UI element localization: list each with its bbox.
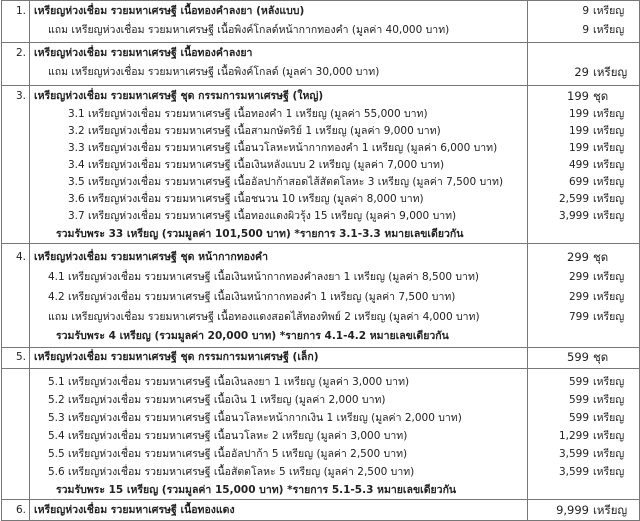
- qty-value: 199: [568, 142, 589, 154]
- qty-value: 199: [568, 108, 589, 120]
- qty-value: 9: [582, 24, 589, 36]
- qty-unit: เหรียญ: [593, 394, 625, 406]
- item-number: 1.: [15, 5, 26, 17]
- qty-unit: เหรียญ: [593, 142, 625, 154]
- sub-item-line: 5.2 เหรียญห่วงเชื่อม รวยมหาเศรษฐี เนื้อเงิน 1 เหรียญ (มูลค่า 2,000 บาท): [48, 394, 386, 406]
- qty-value: 3,999: [558, 210, 589, 222]
- qty-unit: ชุด: [593, 250, 609, 264]
- qty-unit: เหรียญ: [593, 376, 625, 388]
- qty-unit: เหรียญ: [593, 430, 625, 442]
- qty-cell: [528, 307, 639, 327]
- item-title: เหรียญห่วงเชื่อม รวยมหาเศรษฐี เนื้อทองแดง: [34, 504, 235, 516]
- qty-cell: [528, 463, 639, 481]
- sub-item-line: 3.7 เหรียญห่วงเชื่อม รวยมหาเศรษฐี เนื้อทองแดงผิวรุ้ง 15 เหรียญ (มูลค่า 9,000 บาท): [68, 210, 457, 222]
- sub-item-line: 5.1 เหรียญห่วงเชื่อม รวยมหาเศรษฐี เนื้อเงินลงยา 1 เหรียญ (มูลค่า 3,000 บาท): [48, 376, 410, 388]
- qty-value: 299: [567, 250, 589, 264]
- qty-value: 199: [567, 89, 589, 103]
- qty-cell: [528, 106, 639, 123]
- qty-unit: ชุด: [593, 89, 609, 103]
- qty-cell: [528, 445, 639, 463]
- qty-cell: [528, 157, 639, 174]
- qty-unit: เหรียญ: [593, 5, 625, 17]
- item-title: เหรียญห่วงเชื่อม รวยมหาเศรษฐี ชุด กรรมการมหาเศรษฐี (เล็ก): [34, 351, 319, 363]
- item-title: เหรียญห่วงเชื่อม รวยมหาเศรษฐี เนื้อทองคำลงยา (หลังแบบ): [34, 5, 305, 17]
- item-title: เหรียญห่วงเชื่อม รวยมหาเศรษฐี ชุด หน้ากากทองคำ: [34, 251, 268, 263]
- qty-cell: [528, 140, 639, 157]
- qty-value: 599: [568, 412, 589, 424]
- sub-item-line: 5.5 เหรียญห่วงเชื่อม รวยมหาเศรษฐี เนื้ออัลปาก้า 5 เหรียญ (มูลค่า 2,500 บาท): [48, 448, 408, 460]
- qty-cell: [528, 409, 639, 427]
- section-summary: รวมรับพระ 4 เหรียญ (รวมมูลค่า 20,000 บาท) *รายการ 4.1-4.2 หมายเลขเดียวกัน: [56, 330, 449, 342]
- qty-value: 29: [574, 65, 589, 79]
- qty-unit: [589, 44, 633, 63]
- sub-item-line: 4.2 เหรียญห่วงเชื่อม รวยมหาเศรษฐี เนื้อเงินหน้ากากทองคำ 1 เหรียญ (มูลค่า 7,500 บาท): [48, 291, 456, 303]
- qty-cell: [528, 248, 639, 267]
- qty-value: 299: [568, 291, 589, 303]
- qty-cell: [528, 287, 639, 307]
- qty-unit: เหรียญ: [593, 176, 625, 188]
- qty-value: 499: [568, 159, 589, 171]
- qty-value: 199: [568, 125, 589, 137]
- item-number: 6.: [15, 504, 26, 516]
- item-number: 2.: [15, 47, 26, 59]
- table-row-section-4: [2, 244, 640, 348]
- table-row-section-5: [2, 348, 640, 369]
- table-row-section-3: [2, 86, 640, 244]
- qty-unit: เหรียญ: [593, 159, 625, 171]
- sub-item-line: 4.1 เหรียญห่วงเชื่อม รวยมหาเศรษฐี เนื้อเงินหน้ากากทองคำลงยา 1 เหรียญ (มูลค่า 8,500 บาท): [48, 271, 479, 283]
- qty-unit: เหรียญ: [593, 193, 625, 205]
- qty-cell: [528, 2, 639, 21]
- qty-unit: เหรียญ: [593, 65, 628, 79]
- qty-value: 599: [568, 394, 589, 406]
- sub-item-line: 3.5 เหรียญห่วงเชื่อม รวยมหาเศรษฐี เนื้ออัลปาก้าสอดไส้สัตตโลหะ 3 เหรียญ (มูลค่า 7,500 บาท): [68, 176, 504, 188]
- qty-cell: [528, 348, 639, 367]
- item-title: เหรียญห่วงเชื่อม รวยมหาเศรษฐี ชุด กรรมการมหาเศรษฐี (ใหญ่): [34, 90, 324, 102]
- sub-item-line: 3.6 เหรียญห่วงเชื่อม รวยมหาเศรษฐี เนื้อชนวน 10 เหรียญ (มูลค่า 8,000 บาท): [68, 193, 424, 205]
- section-summary: รวมรับพระ 33 เหรียญ (รวมมูลค่า 101,500 บาท) *รายการ 3.1-3.3 หมายเลขเดียวกัน: [56, 228, 464, 240]
- qty-cell: [528, 208, 639, 225]
- qty-value: 299: [568, 271, 589, 283]
- qty-unit: เหรียญ: [593, 24, 625, 36]
- item-number: 3.: [15, 90, 26, 102]
- qty-value: 699: [568, 176, 589, 188]
- qty-value: 599: [567, 350, 589, 364]
- table-row-section-1: [2, 1, 640, 43]
- qty-value: 3,599: [558, 448, 589, 460]
- qty-value: 3,599: [558, 466, 589, 478]
- qty-cell: [528, 267, 639, 287]
- qty-unit: เหรียญ: [593, 125, 625, 137]
- qty-unit: เหรียญ: [593, 271, 625, 283]
- qty-cell: [528, 501, 639, 520]
- sub-item-line: 3.1 เหรียญห่วงเชื่อม รวยมหาเศรษฐี เนื้อทองคำ 1 เหรียญ (มูลค่า 55,000 บาท): [68, 108, 428, 120]
- table-row-section-2: [2, 43, 640, 86]
- qty-unit: เหรียญ: [593, 466, 625, 478]
- qty-value: 599: [568, 376, 589, 388]
- qty-unit: ชุด: [593, 350, 609, 364]
- qty-unit: เหรียญ: [593, 291, 625, 303]
- qty-cell: [528, 391, 639, 409]
- item-number: 5.: [15, 351, 26, 363]
- item-number: 4.: [15, 251, 26, 263]
- qty-unit: เหรียญ: [593, 503, 628, 517]
- table-row-section-6: [2, 500, 640, 521]
- qty-cell: [528, 191, 639, 208]
- item-title: เหรียญห่วงเชื่อม รวยมหาเศรษฐี เนื้อทองคำลงยา: [34, 47, 253, 59]
- sub-item-line: 3.4 เหรียญห่วงเชื่อม รวยมหาเศรษฐี เนื้อเงินหลังแบบ 2 เหรียญ (มูลค่า 7,000 บาท): [68, 159, 445, 171]
- item-number: [2, 369, 29, 388]
- qty-cell: [528, 174, 639, 191]
- sub-item-line: 3.3 เหรียญห่วงเชื่อม รวยมหาเศรษฐี เนื้อนวโลหะหน้ากากทองคำ 1 เหรียญ (มูลค่า 6,000 บาท): [68, 142, 498, 154]
- qty-unit: เหรียญ: [593, 311, 625, 323]
- item-bonus-line: แถม เหรียญห่วงเชื่อม รวยมหาเศรษฐี เนื้อพิงค์โกลด์หน้ากากทองคำ (มูลค่า 40,000 บาท): [48, 24, 450, 36]
- section-summary: รวมรับพระ 15 เหรียญ (รวมมูลค่า 15,000 บาท) *รายการ 5.1-5.3 หมายเลขเดียวกัน: [56, 484, 457, 496]
- sub-item-line: 3.2 เหรียญห่วงเชื่อม รวยมหาเศรษฐี เนื้อสามกษัตริย์ 1 เหรียญ (มูลค่า 9,000 บาท): [68, 125, 441, 137]
- qty-value: 9: [582, 5, 589, 17]
- qty-cell: [528, 373, 639, 391]
- qty-cell: [528, 44, 639, 63]
- item-bonus-line: แถม เหรียญห่วงเชื่อม รวยมหาเศรษฐี เนื้อทองแดงสอดไส้ทองทิพย์ 2 เหรียญ (มูลค่า 4,000 บาท): [48, 311, 480, 323]
- price-list-table: [1, 0, 640, 521]
- qty-unit: เหรียญ: [593, 448, 625, 460]
- qty-cell: [528, 427, 639, 445]
- qty-value: 799: [568, 311, 589, 323]
- table-row-section-5-items: [2, 369, 640, 500]
- qty-cell: [528, 123, 639, 140]
- qty-cell: [528, 21, 639, 40]
- qty-value: 9,999: [556, 503, 589, 517]
- qty-value: 2,599: [558, 193, 589, 205]
- sub-item-line: 5.4 เหรียญห่วงเชื่อม รวยมหาเศรษฐี เนื้อนวโลหะ 2 เหรียญ (มูลค่า 3,000 บาท): [48, 430, 408, 442]
- qty-cell: [528, 63, 639, 82]
- qty-unit: เหรียญ: [593, 210, 625, 222]
- qty-value: 1,299: [558, 430, 589, 442]
- sub-item-line: 5.3 เหรียญห่วงเชื่อม รวยมหาเศรษฐี เนื้อนวโลหะหน้ากากเงิน 1 เหรียญ (มูลค่า 2,000 บาท): [48, 412, 462, 424]
- qty-unit: เหรียญ: [593, 412, 625, 424]
- qty-unit: เหรียญ: [593, 108, 625, 120]
- sub-item-line: 5.6 เหรียญห่วงเชื่อม รวยมหาเศรษฐี เนื้อสัตตโลหะ 5 เหรียญ (มูลค่า 2,500 บาท): [48, 466, 415, 478]
- qty-cell: [528, 87, 639, 106]
- item-bonus-line: แถม เหรียญห่วงเชื่อม รวยมหาเศรษฐี เนื้อพิงค์โกลด์ (มูลค่า 30,000 บาท): [48, 66, 380, 78]
